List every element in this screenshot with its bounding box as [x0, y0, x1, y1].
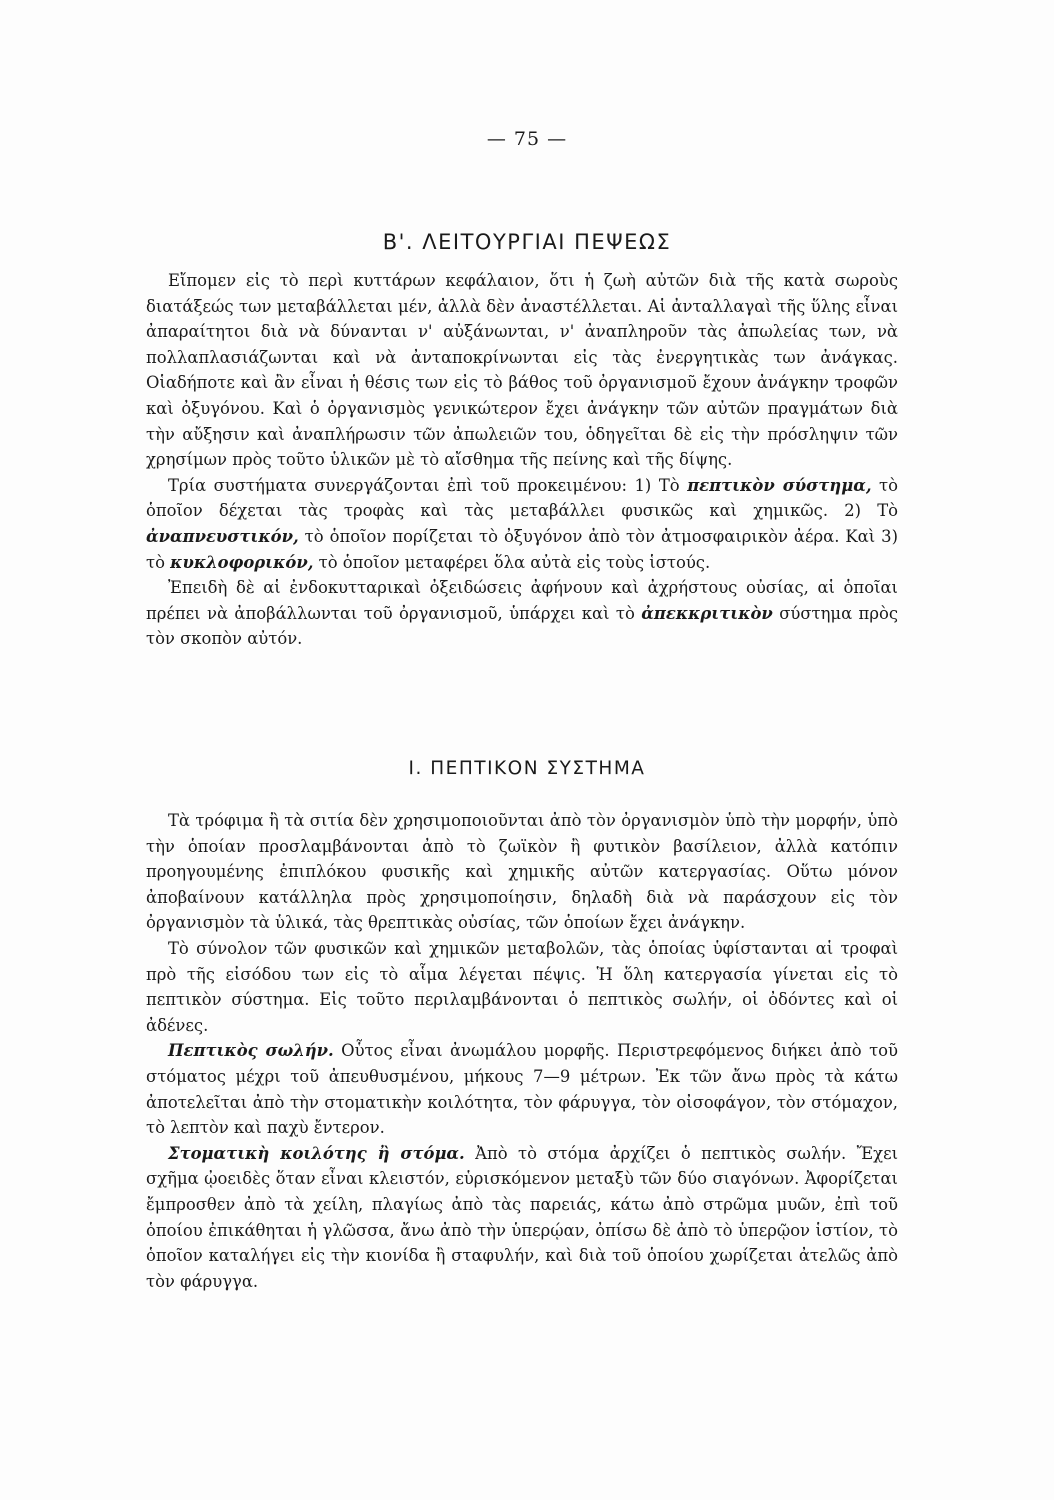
term-kykloforikon: κυκλοφορικόν,	[170, 552, 314, 572]
text-run: Ἀπὸ τὸ στόμα ἀρχίζει ὁ πεπτικὸς σωλήν. Ἔχει σχῆμα ᾠοειδὲς ὅταν εἶναι κλειστόν, εὑρισκόμενον μεταξὺ τῶν δύο σιαγόνων. Ἀφορίζεται ἔμπροσθεν ἀπὸ τὰ χείλη, πλαγίως ἀπὸ τὰς παρειάς, κάτω ἀπὸ στρῶμα μυῶν, ἐπὶ τοῦ ὁποίου ἐπικάθηται ἡ γλῶσσα, ἄνω ἀπὸ τὴν ὑπερῴαν, ὀπίσω δὲ ἀπὸ τὸ ὑπερῷον ἱστίον, τὸ ὁποῖον καταλήγει εἰς τὴν κιονίδα ἢ σταφυλήν, καὶ διὰ τοῦ ὁποίου χωρίζεται ἀτελῶς ἀπὸ τὸν φάρυγγα.	[146, 1143, 899, 1291]
text-run: σύστημα πρὸς τὸν σκοπὸν αὐτόν.	[146, 603, 899, 649]
paragraph-digestive-2: Τὸ σύνολον τῶν φυσικῶν καὶ χημικῶν μεταβολῶν, τὰς ὁποίας ὑφίστανται αἱ τροφαὶ πρὸ τῆς εἰσόδου των εἰς τὸ αἷμα λέγεται πέψις. Ἡ ὅλη κατεργασία γίνεται εἰς τὸ πεπτικὸν σύστημα. Εἰς τοῦτο περιλαμβάνονται ὁ πεπτικὸς σωλήν, οἱ ὀδόντες καὶ οἱ ἀδένες.	[146, 938, 898, 1035]
text-run: Οὗτος εἶναι ἀνωμάλου μορφῆς. Περιστρεφόμενος διήκει ἀπὸ τοῦ στόματος μέχρι τοῦ ἀπευθυσμένου, μήκους 7—9 μέτρων. Ἐκ τῶν ἄνω πρὸς τὰ κάτω ἀποτελεῖται ἀπὸ τὴν στοματικὴν κοιλότητα, τὸν φάρυγγα, τὸν οἰσοφάγον, τὸν στόμαχον, τὸ λεπτὸν καὶ παχὺ ἔντερον.	[146, 1041, 898, 1138]
text-run: τὸ ὁποῖον μεταφέρει ὅλα αὐτὰ εἰς τοὺς ἱστούς.	[313, 552, 711, 572]
term-apekkritikon: ἀπεκκριτικὸν	[641, 603, 773, 623]
section-title: Ι. ΠΕΠΤΙΚΟΝ ΣΥΣΤΗΜΑ	[408, 758, 646, 779]
paragraph-intro-2	[146, 473, 898, 575]
paragraph-digestive-1: Τὰ τρόφιμα ἢ τὰ σιτία δὲν χρησιμοποιοῦνται ἀπὸ τὸν ὀργανισμὸν ὑπὸ τὴν μορφήν, ὑπὸ τὴν ὁποίαν προσλαμβάνονται ἀπὸ τὸ ζωϊκὸν ἢ φυτικὸν βασίλειον, ἀλλὰ κατόπιν προηγουμένης ἐπιπλόκου φυσικῆς καὶ χημικῆς αὐτῶν κατεργασίας. Οὕτω μόνον ἀποβαίνουν κατάλληλα πρὸς χρησιμοποίησιν, δηλαδὴ διὰ νὰ παράσχουν εἰς τὸν ὀργανισμὸν τὰ ὑλικά, τὰς θρεπτικὰς οὐσίας, τῶν ὁποίων ἔχει ἀνάγκην.	[146, 811, 898, 933]
term-peptikon: πεπτικὸν σύστημα,	[687, 475, 872, 495]
term-peptikos-solin: Πεπτικὸς σωλήν.	[168, 1041, 334, 1061]
intro-section	[146, 268, 898, 652]
term-stomatiki-koilotis: Στοματικὴ κοιλότης ἢ στόμα.	[168, 1143, 465, 1163]
paragraph-intro-3	[146, 575, 898, 652]
term-anapneustikon: ἀναπνευστικόν,	[146, 526, 299, 546]
paragraph-intro-1: Εἴπομεν εἰς τὸ περὶ κυττάρων κεφάλαιον, ὅτι ἡ ζωὴ αὐτῶν διὰ τῆς κατὰ σωροὺς διατάξεώς των μεταβάλλεται μέν, ἀλλὰ δὲν ἀναστέλλεται. Αἱ ἀνταλλαγαὶ τῆς ὕλης εἶναι ἀπαραίτητοι διὰ νὰ δύνανται ν' αὐξάνωνται, ν' ἀναπληροῦν τὰς ἀπωλείας των, νὰ πολλαπλασιάζωνται καὶ νὰ ἀνταποκρίνωνται εἰς τὰς ἐνεργητικὰς των ἀνάγκας. Οἱαδήποτε καὶ ἂν εἶναι ἡ θέσις των εἰς τὸ βάθος τοῦ ὀργανισμοῦ ἔχουν ἀνάγκην τροφῶν καὶ ὀξυγόνου. Καὶ ὁ ὀργανισμὸς γενικώτερον ἔχει ἀνάγκην τῶν αὐτῶν πραγμάτων διὰ τὴν αὔξησιν καὶ ἀναπλήρωσιν τῶν ἀπωλειῶν του, ὁδηγεῖται δὲ εἰς τὴν πρόσληψιν τῶν χρησίμων πρὸς τοῦτο ὑλικῶν μὲ τὸ αἴσθημα τῆς πείνης καὶ τῆς δίψης.	[146, 271, 898, 470]
paragraph-digestive-4	[146, 1141, 898, 1295]
chapter-title: Β'. ΛΕΙΤΟΥΡΓΙΑΙ ΠΕΨΕΩΣ	[382, 230, 672, 254]
page-number: — 75 —	[486, 128, 568, 150]
text-run: Ἐπειδὴ δὲ αἱ ἐνδοκυτταρικαὶ ὀξειδώσεις ἀφήνουν καὶ ἀχρήστους οὐσίας, αἱ ὁποῖαι πρέπει νὰ ἀποβάλλωνται τοῦ ὀργανισμοῦ, ὑπάρχει καὶ τὸ	[146, 578, 898, 623]
text-run: τὸ ὁποῖον δέχεται τὰς τροφὰς καὶ τὰς μεταβάλλει φυσικῶς καὶ χημικῶς. 2) Τὸ	[146, 475, 898, 521]
digestive-section	[146, 808, 898, 1294]
text-run: τὸ ὁποῖον πορίζεται τὸ ὀξυγόνον ἀπὸ τὸν ἀτμοσφαιρικὸν ἀέρα. Καὶ 3) τὸ	[146, 526, 898, 572]
text-run: Τρία συστήματα συνεργάζονται ἐπὶ τοῦ προκειμένου: 1) Τὸ	[168, 475, 688, 495]
paragraph-digestive-3	[146, 1038, 898, 1140]
